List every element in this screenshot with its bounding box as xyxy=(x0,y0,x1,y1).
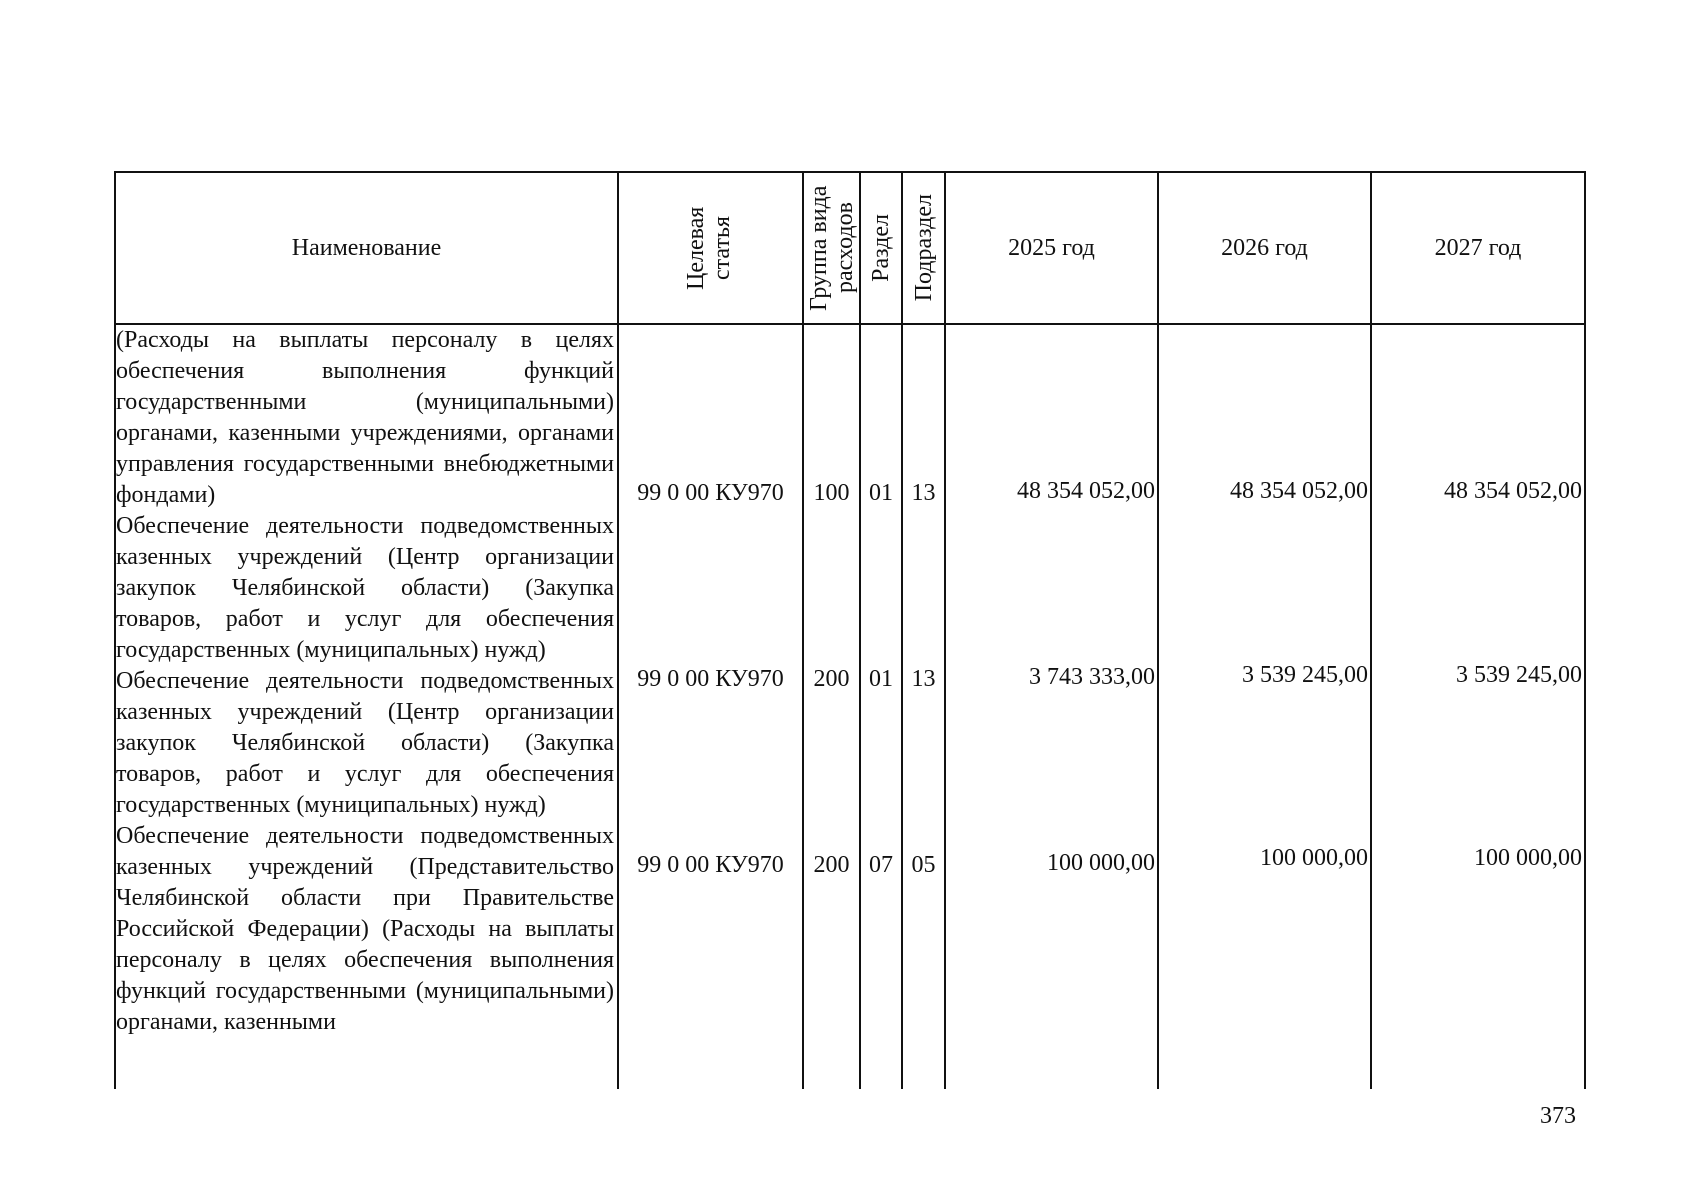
name-column xyxy=(115,324,618,1089)
row-text-4: Обеспечение деятельности подведомственных казенных учреждений (Представительство Челябинской области при Правительстве Российской Федерации) (Расходы на выплаты персоналу в целях обеспечения выполнения функций государственными (муниципальными) органами, казенными xyxy=(116,823,614,1035)
year-2026-column xyxy=(1158,324,1371,1089)
amount-2025-cell: 100 000,00 xyxy=(1047,850,1155,876)
group-column xyxy=(803,324,860,1089)
row-text-1: (Расходы на выплаты персоналу в целях обеспечения выполнения функций государственными (муниципальными) органами, казенными учреждениями, органами управления государственными внебюджетными фондами) xyxy=(116,327,614,508)
row-text-3: Обеспечение деятельности подведомственных казенных учреждений (Центр организации закупок Челябинской области) (Закупка товаров, работ и услуг для обеспечения государственных (муниципальных) нужд) xyxy=(116,668,614,818)
subsection-column xyxy=(902,324,945,1089)
section-cell: 07 xyxy=(869,852,893,878)
amount-2025-cell: 3 743 333,00 xyxy=(1029,664,1155,690)
amount-2026-cell: 100 000,00 xyxy=(1260,845,1368,871)
year-2025-column xyxy=(945,324,1158,1089)
section-column xyxy=(860,324,902,1089)
article-cell: 99 0 00 КУ970 xyxy=(637,852,784,878)
section-cell: 01 xyxy=(869,666,893,692)
amount-2027-cell: 48 354 052,00 xyxy=(1444,478,1582,504)
amount-2027-cell: 100 000,00 xyxy=(1474,845,1582,871)
table-header-row xyxy=(115,172,1585,324)
article-column xyxy=(618,324,803,1089)
group-cell: 200 xyxy=(813,666,850,692)
article-cell: 99 0 00 КУ970 xyxy=(637,666,784,692)
header-name: Наименование xyxy=(115,172,618,324)
header-target-article: Целевая статья xyxy=(618,172,803,324)
table-body-row xyxy=(115,324,1585,1089)
header-subsection: Подраздел xyxy=(902,172,945,324)
group-cell: 100 xyxy=(813,480,850,506)
group-cell: 200 xyxy=(813,852,850,878)
amount-2025-cell: 48 354 052,00 xyxy=(1017,478,1155,504)
amount-2026-cell: 3 539 245,00 xyxy=(1242,662,1368,688)
header-year-2027: 2027 год xyxy=(1371,172,1585,324)
row-text-2: Обеспечение деятельности подведомственных казенных учреждений (Центр организации закупок Челябинской области) (Закупка товаров, работ и услуг для обеспечения государственных (муниципальных) нужд) xyxy=(116,513,614,663)
header-expense-group: Группа вида расходов xyxy=(803,172,860,324)
header-year-2025: 2025 год xyxy=(945,172,1158,324)
amount-2026-cell: 48 354 052,00 xyxy=(1230,478,1368,504)
section-cell: 01 xyxy=(869,480,893,506)
subsection-cell: 05 xyxy=(911,852,936,878)
header-section: Раздел xyxy=(860,172,902,324)
year-2027-column xyxy=(1371,324,1585,1089)
header-year-2026: 2026 год xyxy=(1158,172,1371,324)
subsection-cell: 13 xyxy=(911,666,936,692)
page-number: 373 xyxy=(1540,1103,1576,1129)
article-cell: 99 0 00 КУ970 xyxy=(637,480,784,506)
amount-2027-cell: 3 539 245,00 xyxy=(1456,662,1582,688)
subsection-cell: 13 xyxy=(911,480,936,506)
budget-table xyxy=(114,171,1586,1089)
